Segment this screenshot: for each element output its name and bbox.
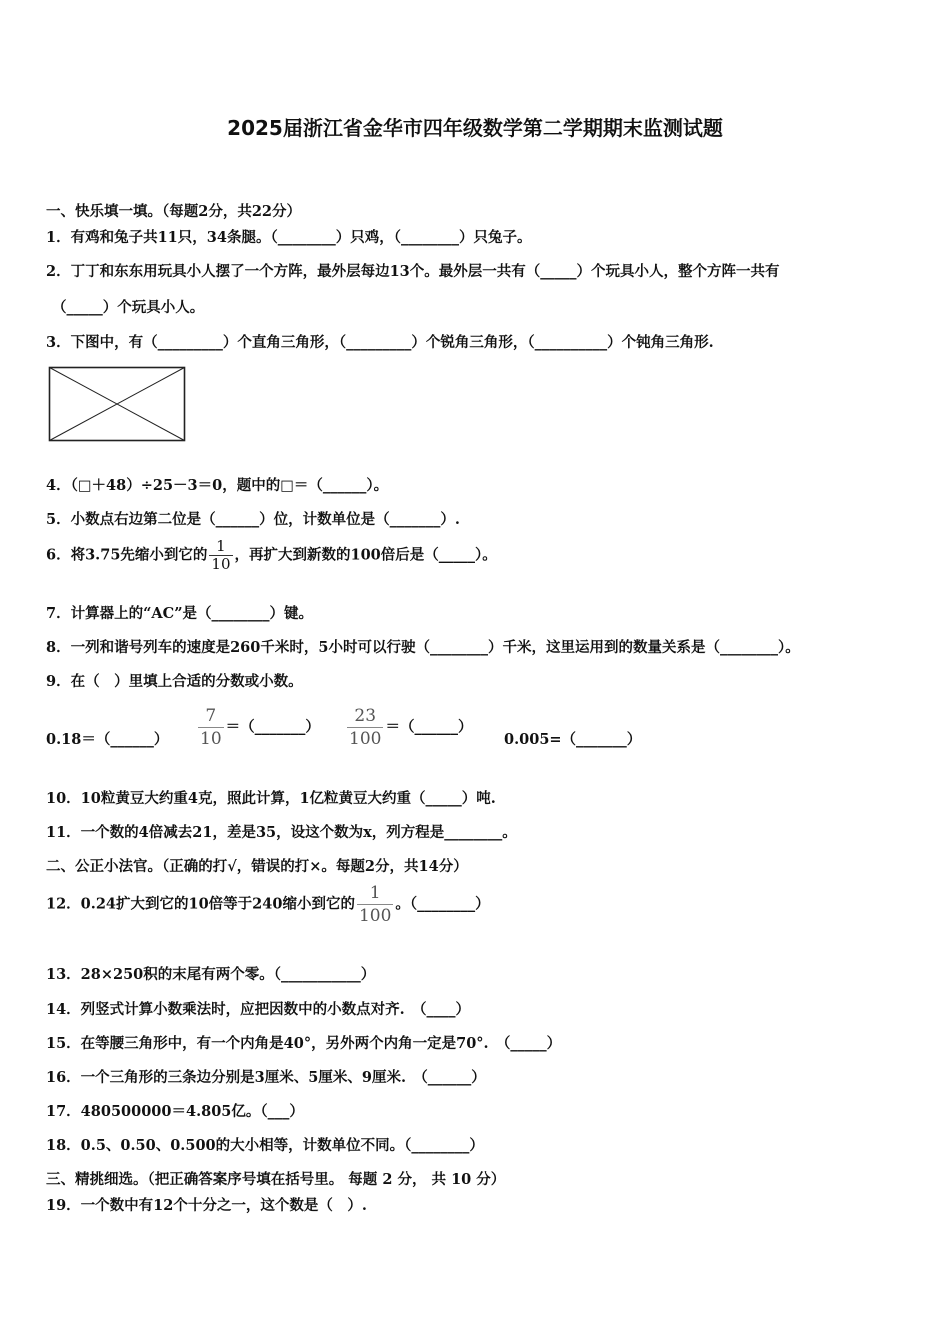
page-title: 2025届浙江省金华市四年级数学第二学期期末监测试题 <box>227 116 723 140</box>
rectangle-diagram <box>48 366 188 448</box>
question-16: 16．一个三角形的三条边分别是3厘米、5厘米、9厘米. （______） <box>46 1069 486 1086</box>
question-18: 18．0.5、0.50、0.500的大小相等，计数单位不同。（________） <box>46 1137 484 1154</box>
section-2-heading: 二、公正小法官。（正确的打√，错误的打×。每题2分，共14分） <box>46 858 468 875</box>
question-8: 8．一列和谐号列车的速度是260千米时，5小时可以行驶（________）千米，这里运用到的数量关系是（________）。 <box>46 639 800 656</box>
fraction-one-tenth <box>209 538 232 573</box>
fraction-one-hundredth <box>357 882 393 927</box>
question-6 <box>46 538 497 573</box>
fraction-numerator: 1 <box>216 537 226 555</box>
question-7: 7．计算器上的“AC”是（________）键。 <box>46 605 314 622</box>
question-9-item-b-text: ＝（_______） <box>225 718 320 736</box>
fraction-numerator: 23 <box>354 706 377 726</box>
question-5: 5．小数点右边第二位是（______）位，计数单位是（_______）. <box>46 511 460 528</box>
question-10: 10．10粒黄豆大约重4克，照此计算，1亿粒黄豆大约重（_____）吨. <box>46 790 496 807</box>
question-2-line-1: 2．丁丁和东东用玩具小人摆了一个方阵，最外层每边13个。最外层一共有（_____）个玩具小人，整个方阵一共有 <box>46 263 780 280</box>
fraction-numerator: 7 <box>205 706 217 726</box>
fraction-denominator: 10 <box>211 555 231 573</box>
question-12-suffix: 。（________） <box>395 895 490 913</box>
question-1: 1．有鸡和兔子共11只，34条腿。（________）只鸡，（________）只兔子。 <box>46 229 532 246</box>
fraction-denominator: 100 <box>349 729 382 749</box>
question-9-item-a: 0.18＝（______） <box>46 731 169 748</box>
question-19: 19．一个数中有12个十分之一，这个数是（ ）. <box>46 1197 367 1214</box>
question-14: 14．列竖式计算小数乘法时，应把因数中的小数点对齐. （____） <box>46 1001 470 1018</box>
question-17: 17．480500000＝4.805亿。（___） <box>46 1103 304 1120</box>
question-13: 13．28×250积的末尾有两个零。（___________） <box>46 966 376 983</box>
fraction-denominator: 10 <box>200 729 222 749</box>
fraction-denominator: 100 <box>358 906 392 926</box>
fraction-seven-tenths <box>198 705 224 750</box>
question-9-item-c-text: ＝（______） <box>385 718 473 736</box>
question-9-item-c <box>345 705 472 750</box>
question-3: 3．下图中，有（_________）个直角三角形，（_________）个锐角三角形，（__________）个钝角三角形. <box>46 334 714 351</box>
question-2-line-2: （_____）个玩具小人。 <box>52 299 205 316</box>
question-6-prefix: 6．将3.75先缩小到它的 <box>46 546 208 564</box>
question-15: 15．在等腰三角形中，有一个内角是40°，另外两个内角一定是70°. （_____） <box>46 1035 562 1052</box>
question-4: 4．（□＋48）÷25－3＝0，题中的□＝（______）。 <box>46 477 389 494</box>
section-3-heading: 三、精挑细选。（把正确答案序号填在括号里。 每题 2 分， 共 10 分） <box>46 1171 506 1188</box>
fraction-numerator: 1 <box>369 883 381 903</box>
question-9-item-d: 0.005=（_______） <box>504 731 642 748</box>
rectangle-with-diagonals-figure <box>48 366 188 444</box>
question-9-item-b <box>196 705 320 750</box>
question-11: 11．一个数的4倍减去21，差是35，设这个数为x，列方程是________。 <box>46 824 517 841</box>
question-12-prefix: 12．0.24扩大到它的10倍等于240缩小到它的 <box>46 895 355 913</box>
fraction-23-hundredths <box>347 705 383 750</box>
question-9: 9．在（ ）里填上合适的分数或小数。 <box>46 673 303 690</box>
question-12 <box>46 882 490 927</box>
question-6-suffix: ，再扩大到新数的100倍后是（_____）。 <box>234 546 497 564</box>
section-1-heading: 一、快乐填一填。（每题2分，共22分） <box>46 203 302 220</box>
